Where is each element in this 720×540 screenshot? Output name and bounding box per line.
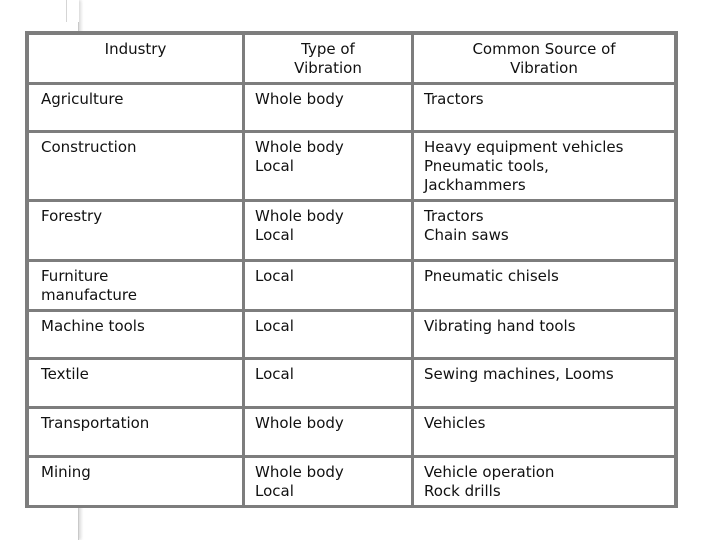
cell-industry: Agriculture xyxy=(29,85,242,130)
table-row xyxy=(29,85,674,130)
vibration-table xyxy=(26,32,677,508)
cell-industry: Mining xyxy=(29,458,242,505)
vibration-table-frame xyxy=(25,31,678,508)
table-row xyxy=(29,409,674,455)
cell-source: Vehicles xyxy=(414,409,674,455)
cell-type: Local xyxy=(245,312,411,357)
header-type-of-vibration: Type of Vibration xyxy=(245,35,411,82)
cell-type: Local xyxy=(245,262,411,309)
table-row xyxy=(29,202,674,259)
cell-source: Pneumatic chisels xyxy=(414,262,674,309)
cell-type: Whole body xyxy=(245,85,411,130)
cell-type: Whole body Local xyxy=(245,202,411,259)
slide-corner-decoration xyxy=(66,0,79,22)
table-row xyxy=(29,133,674,199)
table-row xyxy=(29,458,674,505)
cell-industry: Construction xyxy=(29,133,242,199)
table-row xyxy=(29,312,674,357)
cell-industry: Furniture manufacture xyxy=(29,262,242,309)
header-common-source: Common Source of Vibration xyxy=(414,35,674,82)
cell-type: Whole body xyxy=(245,409,411,455)
cell-source: Heavy equipment vehicles Pneumatic tools, Jackhammers xyxy=(414,133,674,199)
cell-source: Vibrating hand tools xyxy=(414,312,674,357)
cell-source: Sewing machines, Looms xyxy=(414,360,674,406)
cell-industry: Machine tools xyxy=(29,312,242,357)
cell-source: Tractors Chain saws xyxy=(414,202,674,259)
cell-industry: Forestry xyxy=(29,202,242,259)
cell-type: Local xyxy=(245,360,411,406)
cell-source: Tractors xyxy=(414,85,674,130)
table-row xyxy=(29,360,674,406)
cell-industry: Textile xyxy=(29,360,242,406)
cell-type: Whole body Local xyxy=(245,133,411,199)
header-industry: Industry xyxy=(29,35,242,82)
cell-source: Vehicle operation Rock drills xyxy=(414,458,674,505)
table-row xyxy=(29,262,674,309)
cell-type: Whole body Local xyxy=(245,458,411,505)
cell-industry: Transportation xyxy=(29,409,242,455)
table-header-row xyxy=(29,35,674,82)
